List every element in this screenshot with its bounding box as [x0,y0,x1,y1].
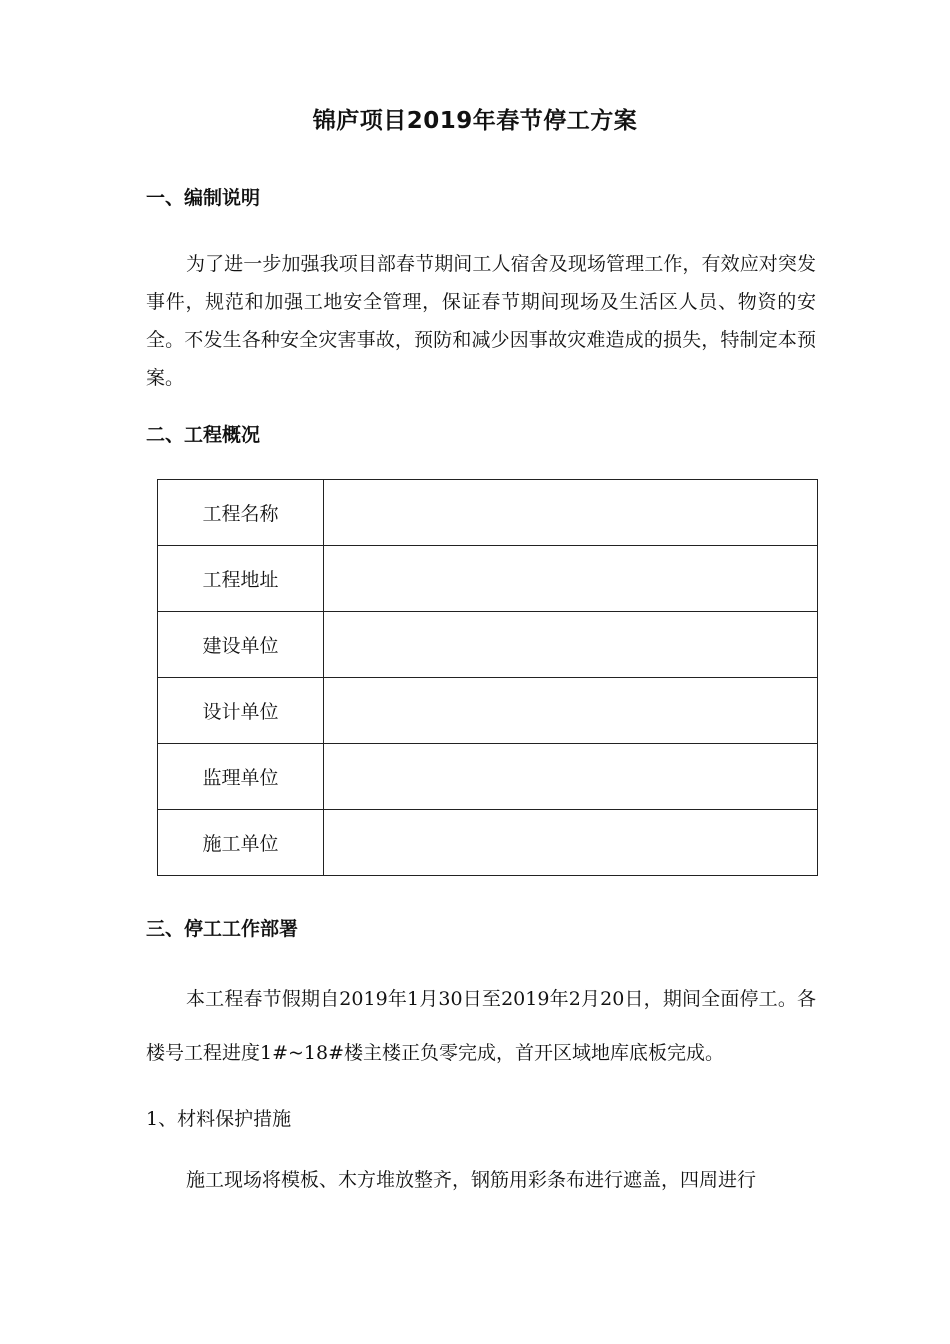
table-label-cell: 监理单位 [158,744,324,810]
subsection-heading-material-protection: 1、材料保护措施 [146,1108,292,1130]
table-value-cell [324,744,818,810]
table-row [158,480,818,546]
table-row [158,744,818,810]
document-title: 锦庐项目2019年春节停工方案 [312,108,638,134]
subsection-paragraph-material-protection: 施工现场将模板、木方堆放整齐，钢筋用彩条布进行遮盖，四周进行 [186,1169,757,1191]
project-info-table [157,479,818,876]
table-value-cell [324,480,818,546]
section-paragraph-shutdown-deployment: 本工程春节假期自2019年1月30日至2019年2月20日，期间全面停工。各楼号工程进度1#~18#楼主楼正负零完成，首开区域地库底板完成。 [146,988,816,1064]
section-heading-shutdown-deployment: 三、停工工作部署 [146,918,299,940]
table-label-cell: 工程名称 [158,480,324,546]
table-label-cell: 施工单位 [158,810,324,876]
section-paragraph-compilation-notes: 为了进一步加强我项目部春节期间工人宿舍及现场管理工作，有效应对突发事件，规范和加强工地安全管理，保证春节期间现场及生活区人员、物资的安全。不发生各种安全灾害事故，预防和减少因事故灾难造成的损失，特制定本预案。 [146,253,816,389]
table-value-cell [324,546,818,612]
section-heading-project-overview: 二、工程概况 [146,424,261,446]
table-value-cell [324,810,818,876]
table-row [158,546,818,612]
table-row [158,612,818,678]
table-value-cell [324,678,818,744]
table-value-cell [324,612,818,678]
table-label-cell: 建设单位 [158,612,324,678]
table-label-cell: 设计单位 [158,678,324,744]
table-row [158,678,818,744]
table-label-cell: 工程地址 [158,546,324,612]
section-heading-compilation-notes: 一、编制说明 [146,187,261,209]
table-row [158,810,818,876]
